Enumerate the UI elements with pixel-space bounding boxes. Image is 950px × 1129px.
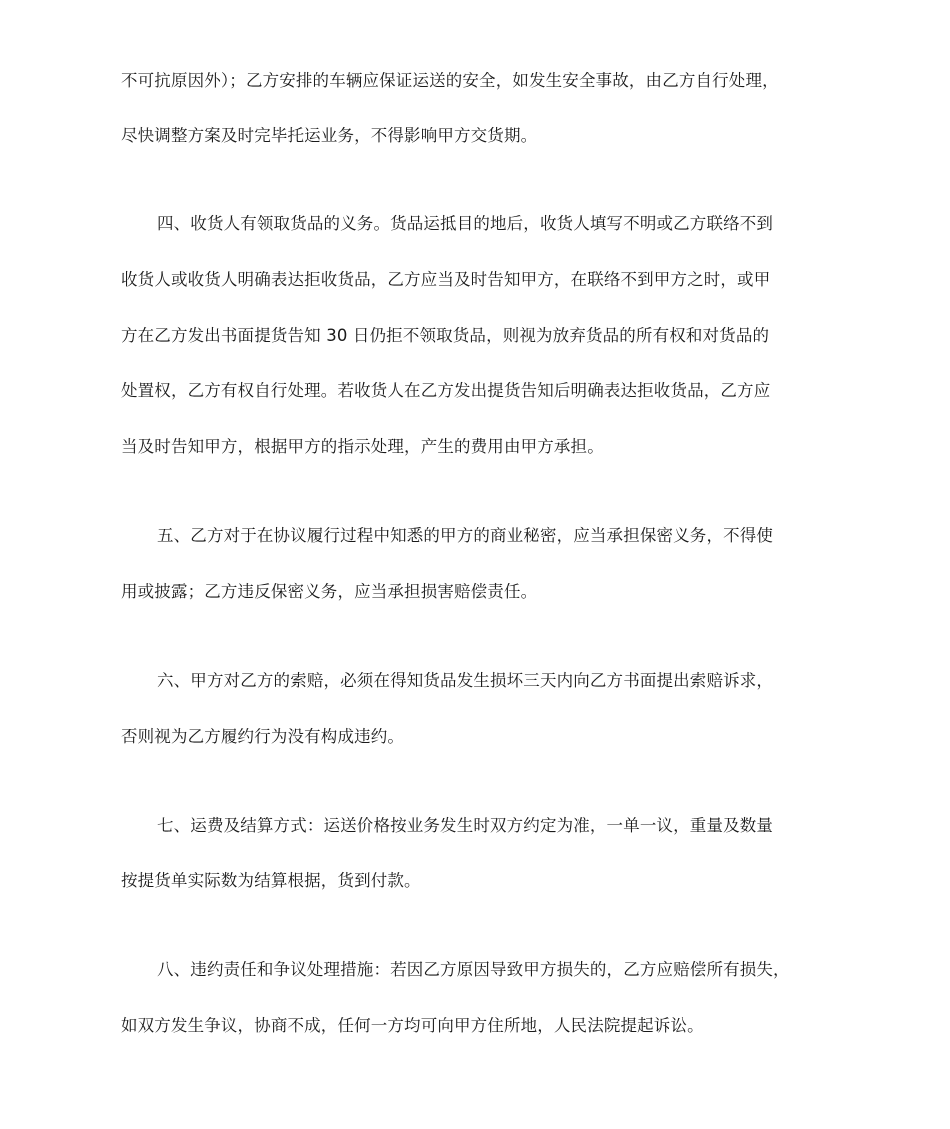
clause-7-line-2: 按提货单实际数为结算根据，货到付款。 bbox=[121, 871, 421, 890]
clause-5-line-1: 五、乙方对于在协议履行过程中知悉的甲方的商业秘密，应当承担保密义务，不得使 bbox=[157, 526, 774, 545]
paragraph-3-line-2: 尽快调整方案及时完毕托运业务，不得影响甲方交货期。 bbox=[121, 126, 538, 145]
clause-6-line-1: 六、甲方对乙方的索赔，必须在得知货品发生损坏三天内向乙方书面提出索赔诉求， bbox=[157, 671, 774, 690]
clause-4-line-3: 方在乙方发出书面提货告知 30 日仍拒不领取货品，则视为放弃货品的所有权和对货品的 bbox=[121, 326, 770, 345]
paragraph-3-line-1: 不可抗原因外）；乙方安排的车辆应保证运送的安全，如发生安全事故，由乙方自行处理， bbox=[121, 71, 779, 90]
clause-4-line-5: 当及时告知甲方，根据甲方的指示处理，产生的费用由甲方承担。 bbox=[121, 437, 604, 456]
clause-6-line-2: 否则视为乙方履约行为没有构成违约。 bbox=[121, 727, 405, 746]
clause-4-line-1: 四、收货人有领取货品的义务。货品运抵目的地后，收货人填写不明或乙方联络不到 bbox=[157, 214, 774, 233]
clause-7-line-1: 七、运费及结算方式：运送价格按业务发生时双方约定为准，一单一议，重量及数量 bbox=[157, 816, 774, 835]
clause-4-line-4: 处置权，乙方有权自行处理。若收货人在乙方发出提货告知后明确表达拒收货品，乙方应 bbox=[121, 381, 771, 400]
clause-8-line-1: 八、违约责任和争议处理措施：若因乙方原因导致甲方损失的，乙方应赔偿所有损失， bbox=[157, 960, 790, 979]
clause-4-line-2: 收货人或收货人明确表达拒收货品，乙方应当及时告知甲方，在联络不到甲方之时，或甲 bbox=[121, 270, 771, 289]
clause-5-line-2: 用或披露；乙方违反保密义务，应当承担损害赔偿责任。 bbox=[121, 582, 538, 601]
clause-8-line-2: 如双方发生争议，协商不成，任何一方均可向甲方住所地，人民法院提起诉讼。 bbox=[121, 1016, 704, 1035]
